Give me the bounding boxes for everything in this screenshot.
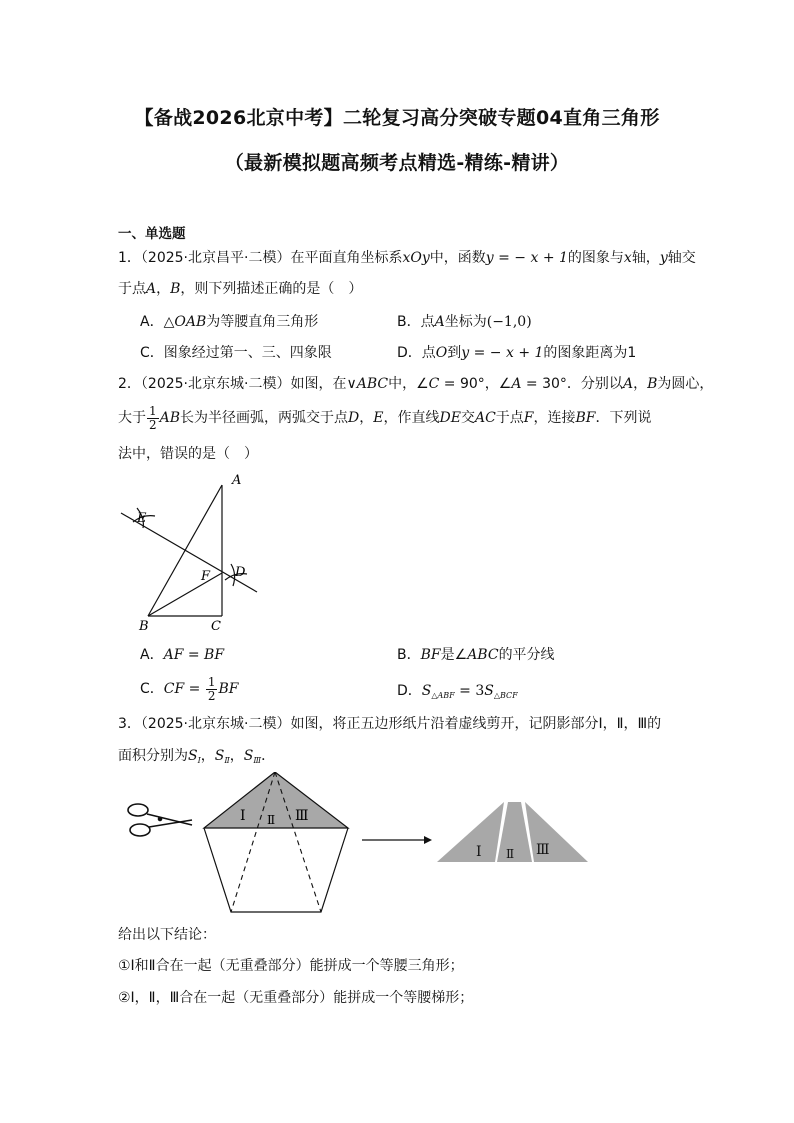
q1-number: 1． — [118, 250, 141, 266]
option-math: ABC — [467, 647, 499, 663]
q1-math: B — [170, 281, 181, 297]
q3-subscript: Ⅰ — [197, 756, 201, 765]
label-d: D — [235, 565, 246, 580]
option-letter: D． — [397, 345, 422, 361]
q1-option-c[interactable] — [140, 342, 332, 362]
q2-option-b[interactable] — [397, 644, 555, 664]
option-subscript: △ABF — [431, 691, 455, 700]
pentagon-outline — [204, 828, 348, 912]
q2-option-d[interactable] — [397, 680, 518, 700]
q1-source: （2025·北京昌平·二模） — [140, 250, 291, 266]
q3-subscript: Ⅱ — [224, 756, 230, 765]
q2-text: = 90°，∠ — [439, 376, 512, 392]
option-letter: B． — [397, 314, 421, 330]
fraction-numerator: 1 — [207, 674, 216, 689]
q1-text: 轴交 — [667, 250, 696, 266]
q3-math: S — [214, 748, 225, 764]
fraction-denominator: 2 — [207, 688, 216, 703]
q2-math: AB — [159, 410, 181, 426]
half-fraction — [206, 676, 218, 703]
q2-text: 为圆心， — [657, 376, 714, 392]
q3-pentagon-figure — [120, 772, 600, 920]
label-region-1: Ⅰ — [240, 808, 246, 824]
q2-text: ， — [359, 410, 374, 426]
q2-line1 — [118, 374, 713, 394]
q1-line2 — [118, 279, 362, 299]
fraction-denominator: 2 — [149, 417, 157, 432]
q1-text: 在平面直角坐标系 — [290, 250, 403, 266]
q3-subscript: Ⅲ — [253, 756, 262, 765]
q2-text: ，作直线 — [383, 410, 440, 426]
q3-text: ， — [200, 748, 215, 764]
option-math: S — [421, 683, 432, 699]
q3-line2 — [118, 746, 275, 771]
piece-3 — [525, 802, 588, 862]
q3-text: 面积分别为 — [118, 748, 188, 764]
label-piece-1: Ⅰ — [476, 844, 482, 860]
q3-text: ． — [261, 748, 276, 764]
q3-conclusion-2: ②Ⅰ，Ⅱ，Ⅲ合在一起（无重叠部分）能拼成一个等腰梯形； — [118, 990, 474, 1006]
label-piece-2: Ⅱ — [506, 847, 515, 861]
option-letter: C． — [140, 681, 164, 697]
fraction-numerator: 1 — [149, 403, 157, 418]
q3-conclusions-intro: 给出以下结论： — [118, 927, 216, 943]
q3-text: 如图，将正五边形纸片沿着虚线剪开，记阴影部分Ⅰ，Ⅱ，Ⅲ的 — [290, 716, 662, 732]
q3-line1 — [118, 714, 661, 734]
q1-option-d[interactable] — [397, 342, 636, 362]
option-math: (−1,0) — [486, 314, 532, 330]
option-math: O — [435, 345, 448, 361]
q1-line1 — [118, 248, 696, 268]
label-piece-3: Ⅲ — [536, 842, 550, 858]
option-letter: C． — [140, 345, 164, 361]
option-subscript: △BCF — [493, 691, 518, 700]
option-text: 到 — [447, 345, 462, 361]
q1-option-b[interactable] — [397, 311, 532, 331]
half-fraction — [147, 405, 159, 432]
label-f: F — [201, 569, 211, 584]
option-math: BF — [420, 647, 441, 663]
q2-text: 交 — [460, 410, 475, 426]
piece-1 — [437, 802, 504, 862]
shaded-triangle — [204, 772, 348, 828]
option-letter: A． — [140, 647, 164, 663]
q2-math: ABC — [356, 376, 389, 392]
option-text: 的图象距离为1 — [543, 345, 637, 361]
option-math: BF — [218, 681, 239, 697]
label-c: C — [211, 619, 221, 634]
label-a: A — [232, 473, 242, 488]
q2-text: ．下列说 — [595, 410, 652, 426]
q1-text: 轴， — [631, 250, 660, 266]
page-title: 【备战2026北京中考】二轮复习高分突破专题04直角三角形 — [134, 107, 660, 129]
q2-option-a[interactable] — [140, 644, 224, 664]
q2-text: 如图，在∨ — [290, 376, 357, 392]
q3-number: 3． — [118, 716, 141, 732]
q2-text: ，连接 — [533, 410, 576, 426]
option-text: 点 — [421, 345, 436, 361]
q1-text: 于点 — [118, 281, 146, 297]
option-math: A — [434, 314, 445, 330]
q1-math: A — [146, 281, 157, 297]
label-b: B — [139, 619, 149, 634]
q3-math: S — [188, 748, 198, 764]
label-region-3: Ⅲ — [295, 808, 309, 824]
q1-math: x — [623, 250, 632, 266]
q2-math: C — [428, 376, 440, 392]
q2-source: （2025·北京东城·二模） — [140, 376, 291, 392]
q2-text: 长为半径画弧，两弧交于点 — [180, 410, 349, 426]
option-letter: B． — [397, 647, 421, 663]
option-letter: D． — [397, 683, 422, 699]
q2-math: A — [622, 376, 634, 392]
option-text: △ — [163, 314, 175, 330]
q2-math: DE — [439, 410, 461, 426]
option-text: 是∠ — [440, 647, 468, 663]
q2-math: B — [647, 376, 658, 392]
q1-math: y = − x + 1 — [485, 250, 568, 266]
q1-text: 的图象与 — [567, 250, 624, 266]
option-math: OAB — [174, 314, 207, 330]
q2-line3: 法中，错误的是（ ） — [118, 446, 258, 462]
q3-source: （2025·北京东城·二模） — [140, 716, 291, 732]
arrow-head-icon — [424, 836, 432, 844]
q2-text: ， — [633, 376, 648, 392]
label-e: E — [137, 511, 147, 526]
section-heading: 一、单选题 — [118, 226, 186, 242]
label-region-2: Ⅱ — [267, 813, 276, 827]
q2-math: D — [348, 410, 360, 426]
q1-text: 中，函数 — [429, 250, 486, 266]
q2-text: 中，∠ — [388, 376, 429, 392]
option-math: = 3 — [454, 683, 485, 699]
q1-option-a[interactable] — [140, 311, 318, 331]
q1-text: ， — [156, 281, 171, 297]
q2-triangle-figure — [115, 470, 265, 635]
q2-text: 大于 — [118, 410, 146, 426]
page-subtitle: （最新模拟题高频考点精选-精练-精讲） — [224, 152, 570, 174]
q2-math: A — [511, 376, 522, 392]
scissors-icon — [128, 804, 192, 836]
q3-math: S — [243, 748, 254, 764]
q2-text: = 30°．分别以 — [521, 376, 623, 392]
option-math: S — [484, 683, 494, 699]
q2-option-c[interactable] — [140, 675, 239, 703]
option-math: AF = BF — [163, 647, 225, 663]
option-letter: A． — [140, 314, 164, 330]
option-text: 的平分线 — [498, 647, 555, 663]
q3-conclusion-1: ①Ⅰ和Ⅱ合在一起（无重叠部分）能拼成一个等腰三角形； — [118, 958, 464, 974]
q2-number: 2． — [118, 376, 141, 392]
q3-text: ， — [229, 748, 244, 764]
option-text: 点 — [420, 314, 435, 330]
option-text: 为等腰直角三角形 — [206, 314, 319, 330]
segment-bf — [148, 573, 222, 616]
q1-math: y — [659, 250, 668, 266]
q2-text: 于点 — [495, 410, 524, 426]
option-text: 图象经过第一、三、四象限 — [163, 345, 332, 361]
q2-line2 — [118, 404, 652, 432]
q2-math: AC — [474, 410, 496, 426]
option-text: 坐标为 — [444, 314, 487, 330]
q2-math: BF — [575, 410, 596, 426]
q1-text: ，则下列描述正确的是（ ） — [180, 281, 363, 297]
option-math: y = − x + 1 — [461, 345, 544, 361]
option-math: CF = — [163, 681, 205, 697]
q1-math: xOy — [402, 250, 430, 266]
q2-math: E — [373, 410, 384, 426]
q2-math: F — [523, 410, 534, 426]
